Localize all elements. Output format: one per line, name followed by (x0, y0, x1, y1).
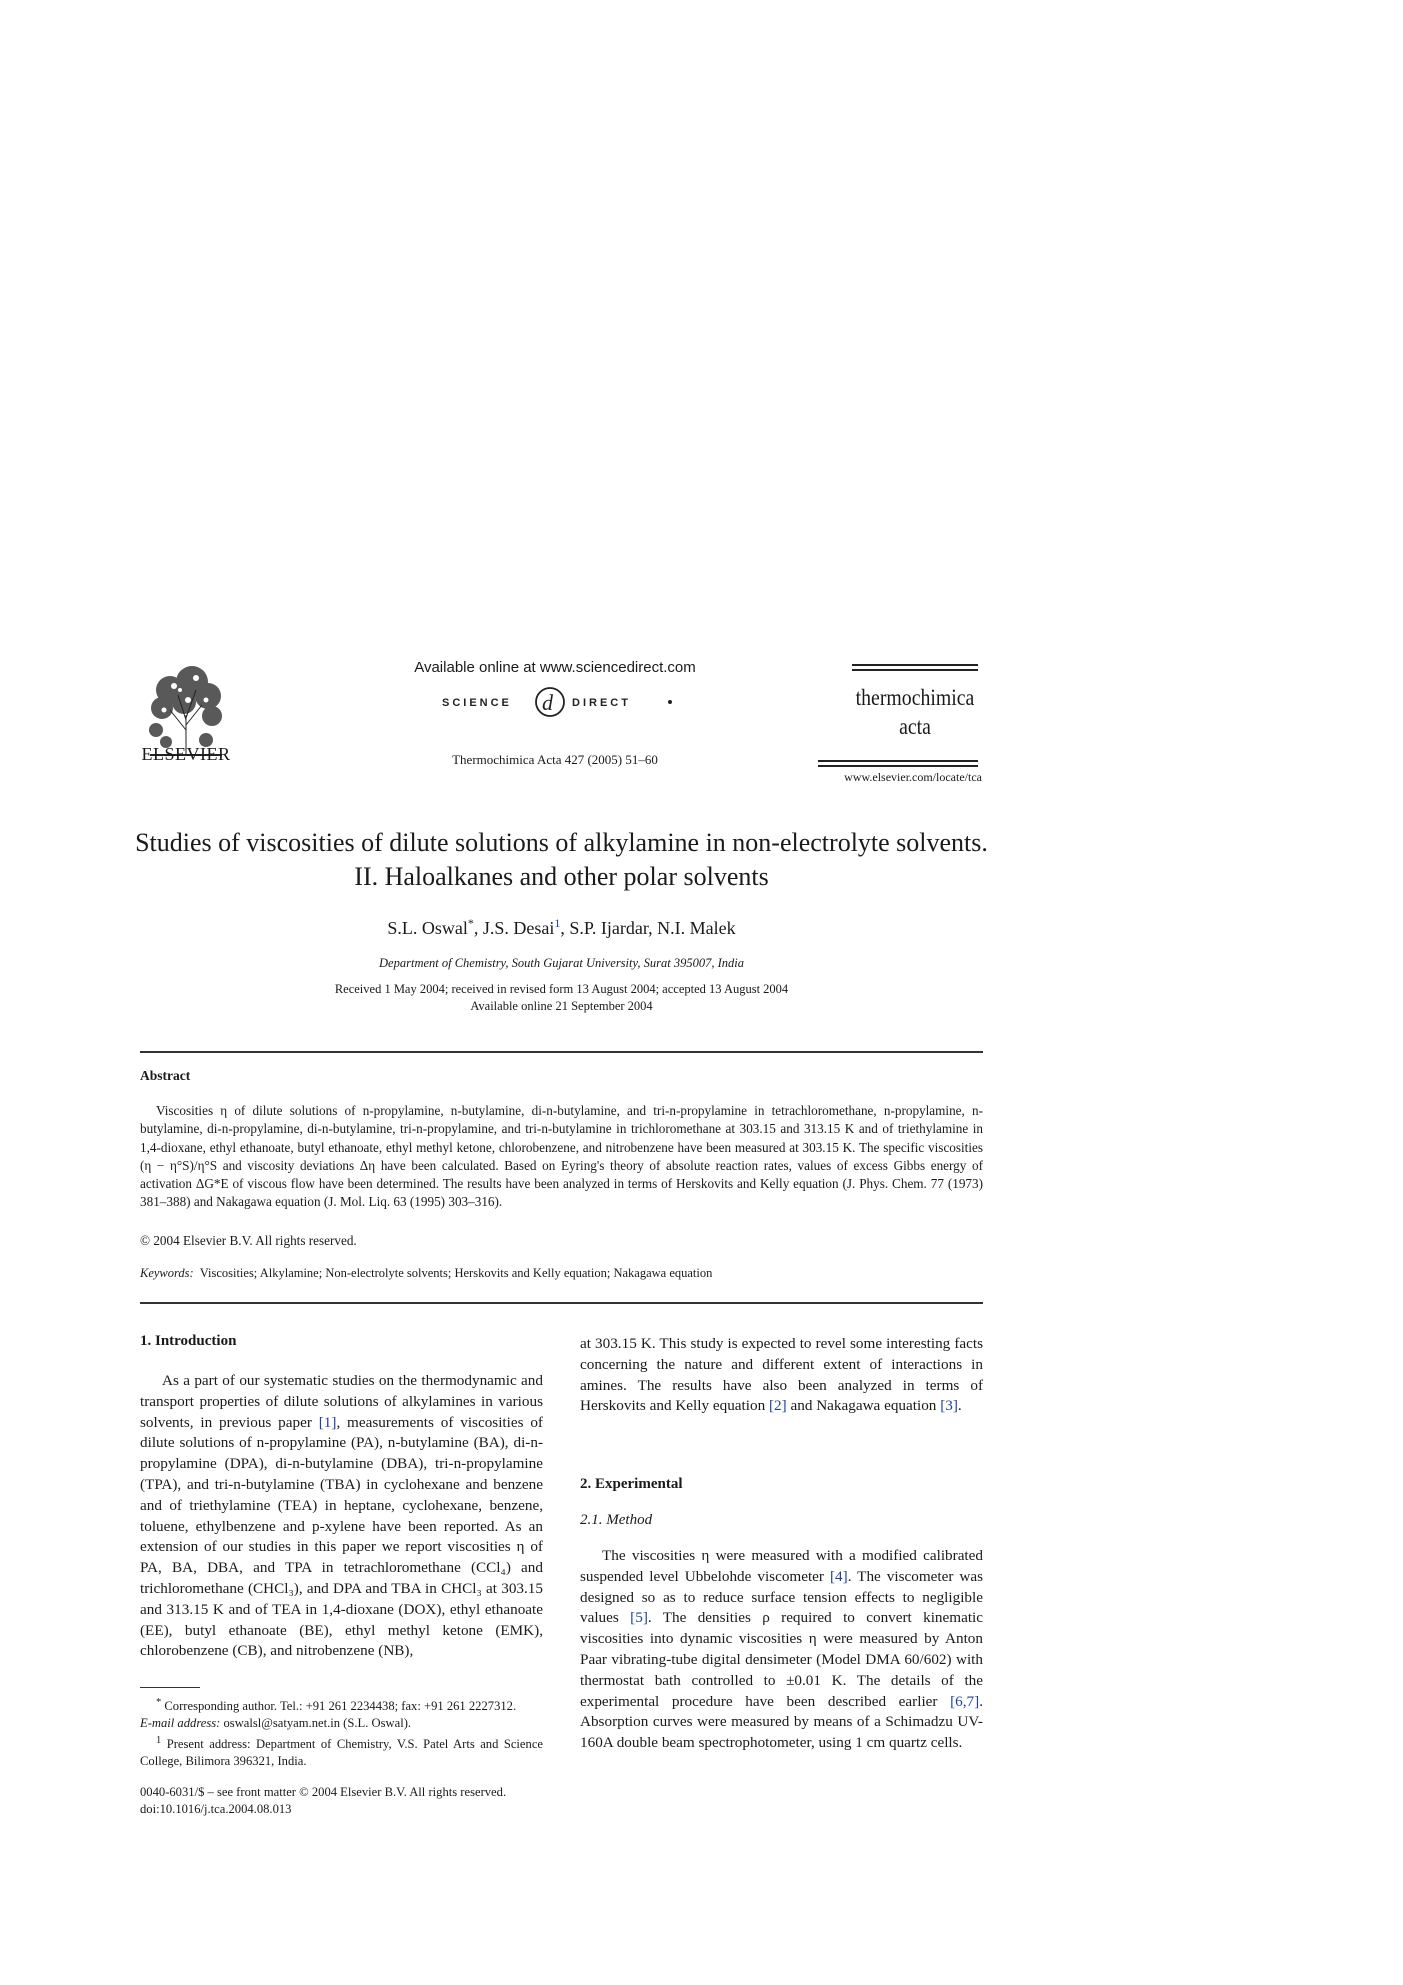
available-line: Available online 21 September 2004 (470, 999, 653, 1013)
corresponding-mark[interactable]: * (467, 916, 474, 930)
introduction-paragraph (140, 1371, 543, 1662)
method-text-3: . The densities ρ required to convert kinematic viscosities into dynamic viscosities η were measured by Anton Paar vibrating-tube digital densimeter (Model DMA 60/602) with thermostat bath controlled to ±0.01 K. The details of the experimental procedure have been described earlier (580, 1609, 984, 1710)
author-separator: , (473, 918, 483, 938)
subsection-heading-method: 2.1. Method (580, 1512, 653, 1528)
email-address[interactable]: oswalsl@satyam.net.in (S.L. Oswal). (223, 1716, 412, 1731)
footnote-mark: 1 (156, 1735, 162, 1747)
keywords (140, 1266, 983, 1281)
intro-text-1: As a part of our systematic studies on the thermodynamic and transport properties of dilute solutions of alkylamines in various solvents, in previous paper (140, 1372, 543, 1431)
journal-rule (818, 765, 978, 767)
abstract-top-rule (140, 1051, 983, 1053)
citation-5[interactable]: [5] (630, 1609, 648, 1627)
other-authors[interactable]: , S.P. Ijardar, N.I. Malek (560, 918, 736, 938)
available-online-text[interactable]: Available online at www.sciencedirect.com (414, 659, 696, 676)
sciencedirect-right: DIRECT (572, 697, 631, 709)
method-text-1: The viscosities η were measured with a modified calibrated suspended level Ubbelohde viscometer (580, 1547, 983, 1585)
intro-text-2: , measurements of viscosities of dilute solutions of n-propylamine (PA), n-butylamine (BA), di-n-propylamine (DPA), di-n-butylamine (DBA), tri-n-propylamine (TPA), and tri-n-butylamine (TBA) in cyclohexane and benzene and of triethylamine (TEA) in heptane, cyclohexane, benzene, toluene, ethylbenzene and p-xylene have been reported. As an extension of our studies in this paper we report viscosities η of PA, BA, DBA, and TPA in tetrachloromethane (CCl₄) and trichloromethane (CHCl₃), and DPA and TBA in CHCl₃ at 303.15 and 313.15 K and of TEA in 1,4-dioxane (DOX), ethyl ethanoate (EE), butyl ethanoate (BE), ethyl methyl ketone (EMK), chlorobenzene (CB), and nitrobenzene (NB), (140, 1413, 543, 1660)
intro-cont-text-2: and Nakagawa equation (790, 1397, 937, 1415)
journal-name (855, 683, 975, 741)
author-desai[interactable]: J.S. Desai (482, 918, 555, 938)
front-matter (140, 1784, 543, 1818)
received-dates (200, 981, 923, 1015)
footnote-address: Present address: Department of Chemistry, V.S. Patel Arts and Science College, Bilimora 396321, India. (140, 1737, 543, 1769)
footnotes (140, 1694, 543, 1770)
sciencedirect-left: SCIENCE (442, 697, 512, 709)
abstract-bottom-rule (140, 1302, 983, 1304)
received-line: Received 1 May 2004; received in revised form 13 August 2004; accepted 13 August 2004 (334, 982, 789, 996)
journal-name-line1: thermochimica (855, 685, 975, 710)
footnote-mark-1[interactable]: 1 (554, 916, 561, 930)
citation-4[interactable]: [4] (829, 1567, 848, 1585)
email-label: E-mail address: (140, 1716, 221, 1731)
footnote-contact: Corresponding author. Tel.: +91 261 2234438; fax: +91 261 2227312. (164, 1699, 517, 1714)
issn-line: 0040-6031/$ – see front matter © 2004 Elsevier B.V. All rights reserved. (140, 1785, 507, 1799)
footnote-present-address (140, 1732, 543, 1770)
footnote-rule (140, 1687, 200, 1688)
abstract-text: Viscosities η of dilute solutions of n-propylamine, n-butylamine, di-n-butylamine, and tri-n-propylamine in tetrachloromethane, n-propylamine, n-butylamine, di-n-propylamine, di-n-butylamine, tri-n-propylamine, and tri-n-butylamine in trichloromethane at 303.15 and 313.15 K and of triethylamine in 1,4-dioxane, ethyl ethanoate, butyl ethanoate, ethyl methyl ketone, chlorobenzene, and nitrobenzene have been measured at 303.15 K. The specific viscosities (η − η°S)/η°S and viscosity deviations Δη have been calculated. Based on Eyring's theory of absolute reaction rates, values of excess Gibbs energy of activation ΔG*E of viscous flow have been determined. The results have been analyzed in terms of Herskovits and Kelly equation (J. Phys. Chem. 77 (1973) 381–388) and Nakagawa equation (J. Mol. Liq. 63 (1995) 303–316). (140, 1103, 983, 1210)
method-text-2: . The viscometer was designed so as to reduce surface tension effects to negligible values (580, 1567, 983, 1627)
citation-3[interactable]: [3] (940, 1397, 958, 1415)
journal-name-line2: acta (899, 714, 931, 739)
copyright: © 2004 Elsevier B.V. All rights reserved. (140, 1233, 357, 1248)
journal-rule (818, 760, 978, 762)
footnote-corresponding (140, 1694, 543, 1732)
journal-rule (852, 664, 978, 666)
svg-text:d: d (542, 690, 553, 715)
journal-rule (852, 669, 978, 671)
footnote-mark: * (156, 1697, 162, 1708)
intro-cont-text-3: . (957, 1397, 962, 1415)
citation-2[interactable]: [2] (768, 1397, 787, 1415)
author-oswal[interactable]: S.L. Oswal (387, 918, 468, 938)
citation-1[interactable]: [1] (318, 1413, 337, 1431)
publisher-name: ELSEVIER (141, 744, 231, 764)
article-title: Studies of viscosities of dilute solutions of alkylamine in non-electrolyte solvents. II. Haloalkanes and other polar solvents (135, 828, 988, 891)
method-paragraph (580, 1546, 983, 1754)
author-list (200, 916, 923, 939)
doi-line[interactable]: doi:10.1016/j.tca.2004.08.013 (140, 1802, 292, 1816)
journal-url[interactable]: www.elsevier.com/locate/tca (844, 770, 982, 784)
sciencedirect-logo (438, 680, 674, 720)
keywords-list: Viscosities; Alkylamine; Non-electrolyte solvents; Herskovits and Kelly equation; Nakagawa equation (199, 1266, 713, 1280)
method-text-4: . Absorption curves were measured by means of a Schimadzu UV-160A double beam spectrophotometer, using 1 cm quartz cells. (580, 1692, 984, 1752)
keywords-label: Keywords: (140, 1266, 194, 1280)
section-heading-experimental: 2. Experimental (580, 1476, 683, 1492)
abstract-heading: Abstract (140, 1068, 191, 1083)
introduction-continued (580, 1334, 983, 1417)
section-heading-introduction: 1. Introduction (140, 1333, 237, 1349)
affiliation: Department of Chemistry, South Gujarat University, Surat 395007, India (379, 956, 744, 970)
intro-cont-text-1: at 303.15 K. This study is expected to revel some interesting facts concerning the nature and different extent of interactions in amines. The results have also been analyzed in terms of Herskovits and Kelly equation (580, 1335, 983, 1415)
citation-6-7[interactable]: [6,7] (950, 1692, 980, 1710)
journal-reference: Thermochimica Acta 427 (2005) 51–60 (452, 752, 658, 767)
